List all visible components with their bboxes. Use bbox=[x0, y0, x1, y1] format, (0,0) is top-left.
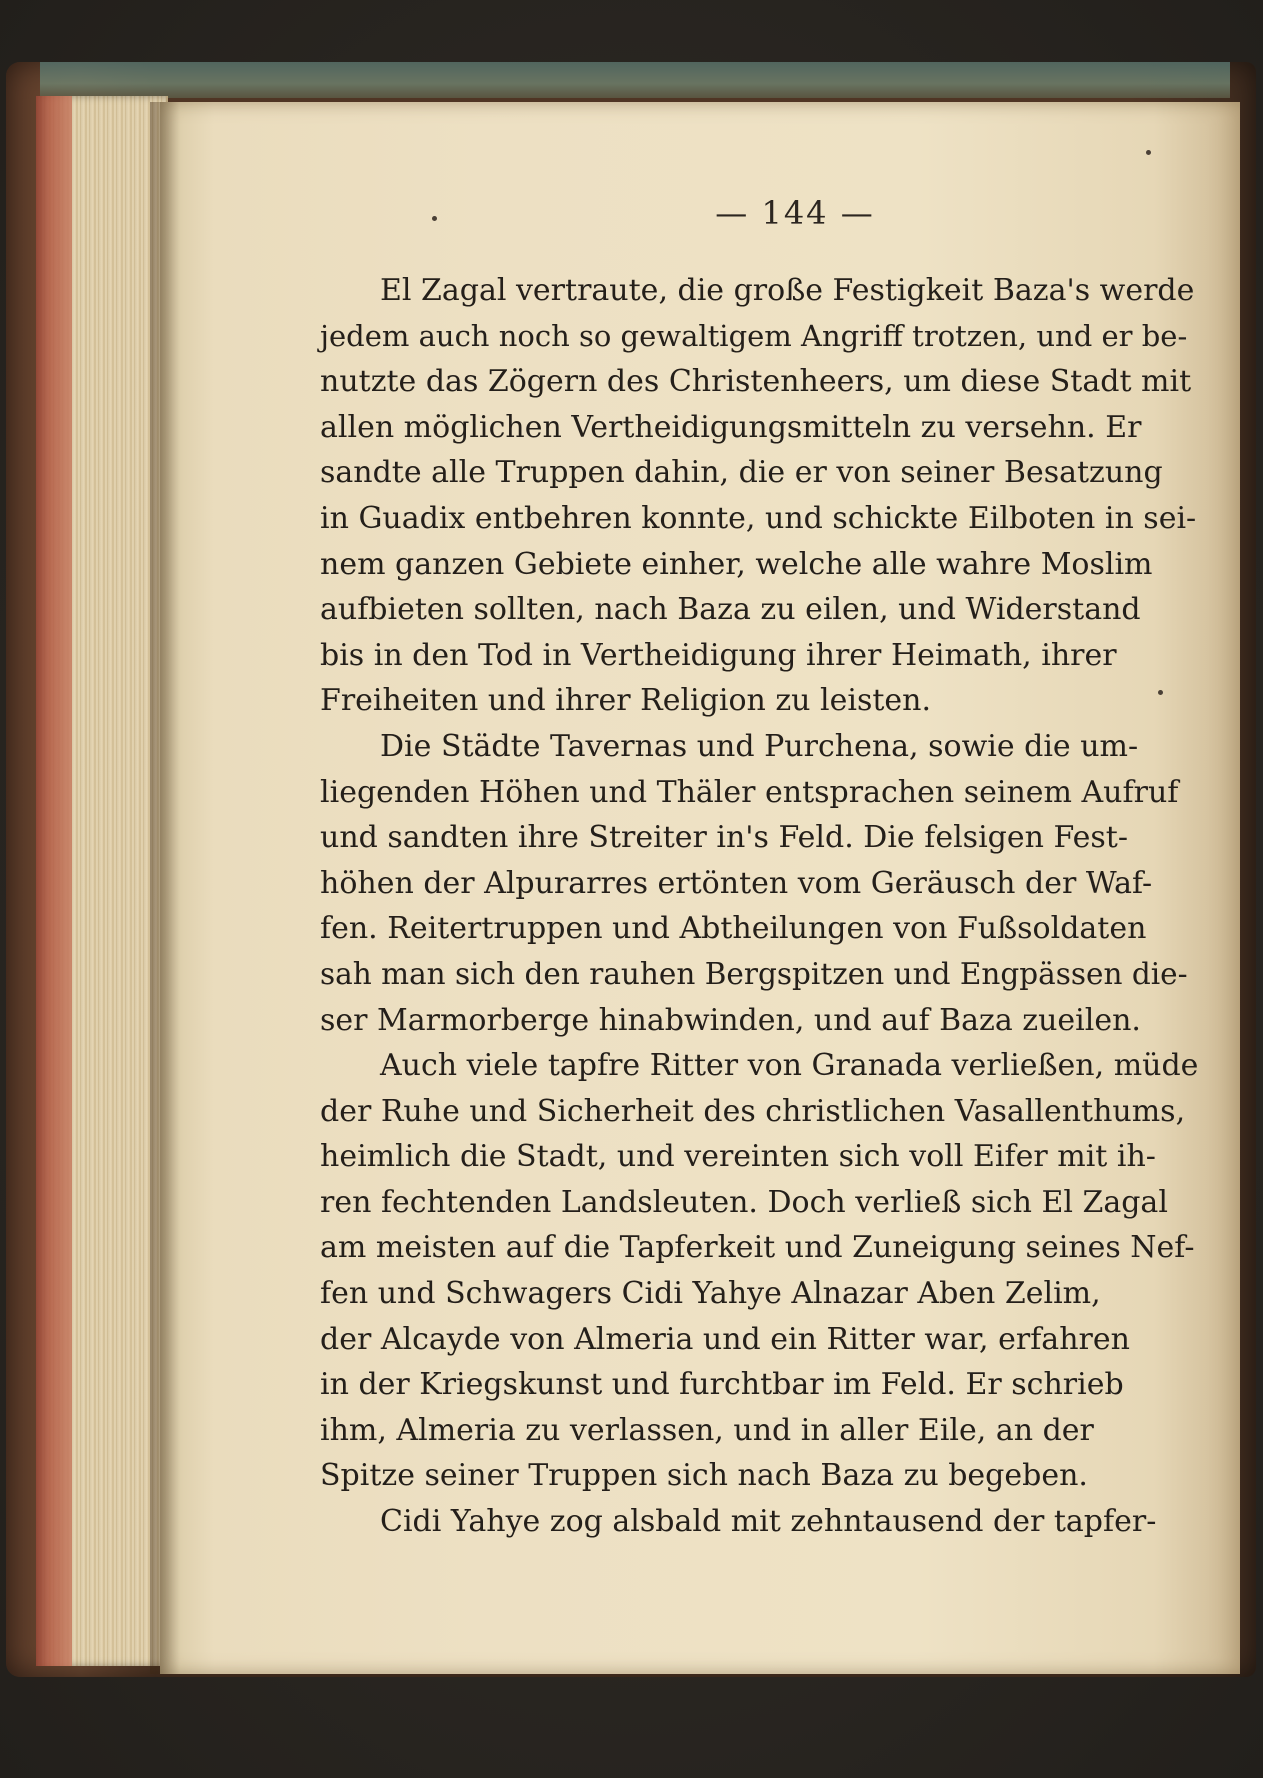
text-line: ihm, Almeria zu verlassen, und in aller Eile, an der bbox=[320, 1412, 1094, 1448]
text-line: aufbieten sollten, nach Baza zu eilen, und Widerstand bbox=[320, 592, 1141, 628]
cover-top-edge bbox=[40, 62, 1230, 98]
page-stack bbox=[36, 96, 168, 1666]
text-line: sah man sich den rauhen Bergspitzen und Engpässen die- bbox=[320, 956, 1188, 991]
text-line: am meisten auf die Tapferkeit und Zuneigung seines Nef- bbox=[320, 1230, 1195, 1266]
text-line: und sandten ihre Streiter in's Feld. Die felsigen Fest- bbox=[320, 820, 1128, 856]
text-line: bis in den Tod in Vertheidigung ihrer Heimath, ihrer bbox=[320, 637, 1117, 673]
ink-speck bbox=[1146, 150, 1151, 155]
text-line: der Ruhe und Sicherheit des christlichen Vasallenthums, bbox=[320, 1093, 1186, 1129]
text-line: fen und Schwagers Cidi Yahye Alnazar Aben Zelim, bbox=[320, 1276, 1101, 1312]
text-line: höhen der Alpurarres ertönten vom Geräusch der Waf- bbox=[320, 865, 1153, 901]
text-line: liegenden Höhen und Thäler entsprachen seinem Aufruf bbox=[320, 774, 1179, 810]
ink-speck bbox=[432, 216, 437, 221]
text-line: Cidi Yahye zog alsbald mit zehntausend der tapfer- bbox=[380, 1504, 1157, 1540]
text-line: nutzte das Zögern des Christenheers, um diese Stadt mit bbox=[320, 364, 1192, 400]
text-line: der Alcayde von Almeria und ein Ritter war, erfahren bbox=[320, 1321, 1130, 1357]
text-line: sandte alle Truppen dahin, die er von seiner Besatzung bbox=[320, 455, 1163, 491]
text-line: heimlich die Stadt, und vereinten sich voll Eifer mit ih- bbox=[320, 1139, 1156, 1175]
text-line: ser Marmorberge hinabwinden, und auf Baza zueilen. bbox=[320, 1002, 1141, 1038]
text-line: El Zagal vertraute, die große Festigkeit Baza's werde bbox=[380, 273, 1195, 308]
text-line: Die Städte Tavernas und Purchena, sowie die um- bbox=[380, 728, 1139, 764]
text-line: Spitze seiner Truppen sich nach Baza zu begeben. bbox=[320, 1458, 1088, 1494]
text-line: jedem auch noch so gewaltigem Angriff trotzen, und er be- bbox=[320, 318, 1188, 353]
text-line: in der Kriegskunst und furchtbar im Feld. Er schrieb bbox=[320, 1367, 1124, 1403]
text-line: allen möglichen Vertheidigungsmitteln zu versehn. Er bbox=[320, 409, 1142, 445]
text-line: Freiheiten und ihrer Religion zu leisten. bbox=[320, 683, 932, 719]
text-line: ren fechtenden Landsleuten. Doch verließ sich El Zagal bbox=[320, 1184, 1168, 1220]
binding-shadow bbox=[150, 102, 180, 1674]
page-body-text bbox=[320, 268, 1200, 1545]
text-line: nem ganzen Gebiete einher, welche alle wahre Moslim bbox=[320, 546, 1153, 582]
text-line: Auch viele tapfre Ritter von Granada verließen, müde bbox=[380, 1048, 1199, 1084]
text-line: fen. Reitertruppen und Abtheilungen von Fußsoldaten bbox=[320, 911, 1147, 947]
text-line: in Guadix entbehren konnte, und schickte Eilboten in sei- bbox=[320, 500, 1197, 536]
red-page-edge bbox=[36, 96, 72, 1666]
page-number: — 144 — bbox=[715, 194, 875, 232]
